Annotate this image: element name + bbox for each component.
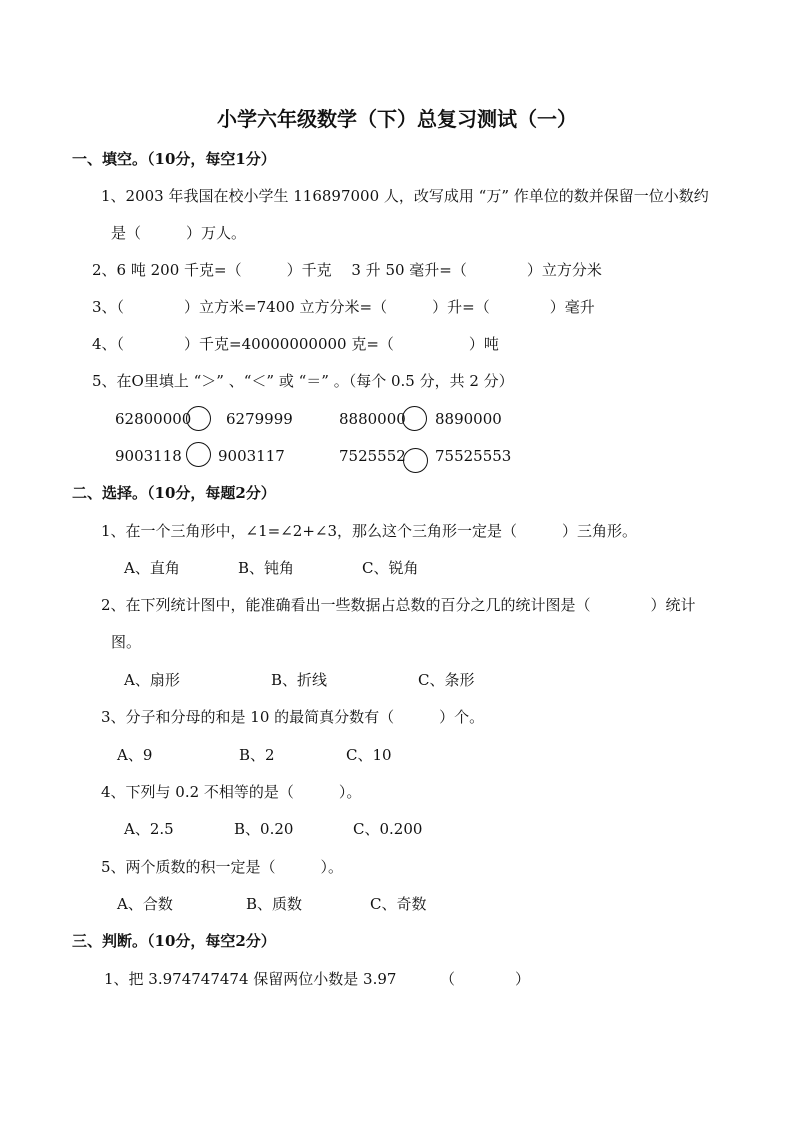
s1-question-4: 4、（ ）千克=40000000000 克=（ ）吨 — [92, 335, 499, 353]
s2-q5-option-c: C、奇数 — [370, 895, 427, 913]
s2-q3-option-a: A、9 — [117, 746, 153, 764]
section-3-heading: 三、判断。（10分，每空2分） — [72, 932, 276, 950]
compare-left-4: 7525552 — [339, 447, 406, 465]
compare-right-3: 9003117 — [218, 447, 285, 465]
compare-right-1: 6279999 — [226, 410, 293, 428]
s1-question-1-line-2: 是（ ）万人。 — [111, 224, 247, 242]
s2-question-4: 4、下列与 0.2 不相等的是（ ）。 — [101, 783, 362, 801]
s2-q2-option-a: A、扇形 — [124, 671, 180, 689]
compare-circle-1[interactable] — [186, 406, 211, 431]
compare-circle-3[interactable] — [186, 442, 211, 467]
s2-q3-option-c: C、10 — [346, 746, 392, 764]
section-1-heading: 一、填空。（10分，每空1分） — [72, 150, 276, 168]
s2-question-1: 1、在一个三角形中，∠1=∠2+∠3，那么这个三角形一定是（ ）三角形。 — [101, 522, 638, 540]
s1-question-3: 3、（ ）立方米=7400 立方分米=（ ）升=（ ）毫升 — [92, 298, 595, 316]
compare-left-2: 8880000 — [339, 410, 406, 428]
section-2-heading: 二、选择。（10分，每题2分） — [72, 484, 276, 502]
s2-question-5: 5、两个质数的积一定是（ ）。 — [101, 858, 344, 876]
s2-q5-option-b: B、质数 — [246, 895, 303, 913]
s2-q4-option-b: B、0.20 — [234, 820, 294, 838]
compare-circle-4[interactable] — [403, 448, 428, 473]
s1-question-1-line-1: 1、2003 年我国在校小学生 116897000 人，改写成用 “万” 作单位的数并保留一位小数约 — [101, 187, 709, 205]
s2-q2-option-b: B、折线 — [271, 671, 328, 689]
compare-right-4: 75525553 — [435, 447, 512, 465]
s3-question-1: 1、把 3.974747474 保留两位小数是 3.97 — [104, 970, 397, 988]
s1-question-2: 2、6 吨 200 千克=（ ）千克 3 升 50 毫升=（ ）立方分米 — [92, 261, 602, 279]
s2-q2-option-c: C、条形 — [418, 671, 475, 689]
s2-question-2-line-2: 图。 — [111, 633, 142, 651]
page-title: 小学六年级数学（下）总复习测试（一） — [217, 107, 577, 131]
s2-question-3: 3、分子和分母的和是 10 的最简真分数有（ ）个。 — [101, 708, 485, 726]
s2-q1-option-b: B、钝角 — [238, 559, 295, 577]
s2-question-2-line-1: 2、在下列统计图中，能准确看出一些数据占总数的百分之几的统计图是（ ）统计 — [101, 596, 696, 614]
compare-right-2: 8890000 — [435, 410, 502, 428]
s2-q3-option-b: B、2 — [239, 746, 275, 764]
s2-q1-option-a: A、直角 — [124, 559, 180, 577]
compare-left-1: 62800000 — [115, 410, 192, 428]
s2-q4-option-c: C、0.200 — [353, 820, 423, 838]
s2-q1-option-c: C、锐角 — [362, 559, 419, 577]
s2-q5-option-a: A、合数 — [117, 895, 173, 913]
compare-circle-2[interactable] — [402, 406, 427, 431]
s1-question-5: 5、在O里填上 “＞” 、“＜” 或 “＝” 。（每个 0.5 分，共 2 分） — [92, 372, 514, 390]
s3-question-1-answer-blank: （ ） — [440, 970, 531, 988]
compare-left-3: 9003118 — [115, 447, 182, 465]
s2-q4-option-a: A、2.5 — [124, 820, 174, 838]
